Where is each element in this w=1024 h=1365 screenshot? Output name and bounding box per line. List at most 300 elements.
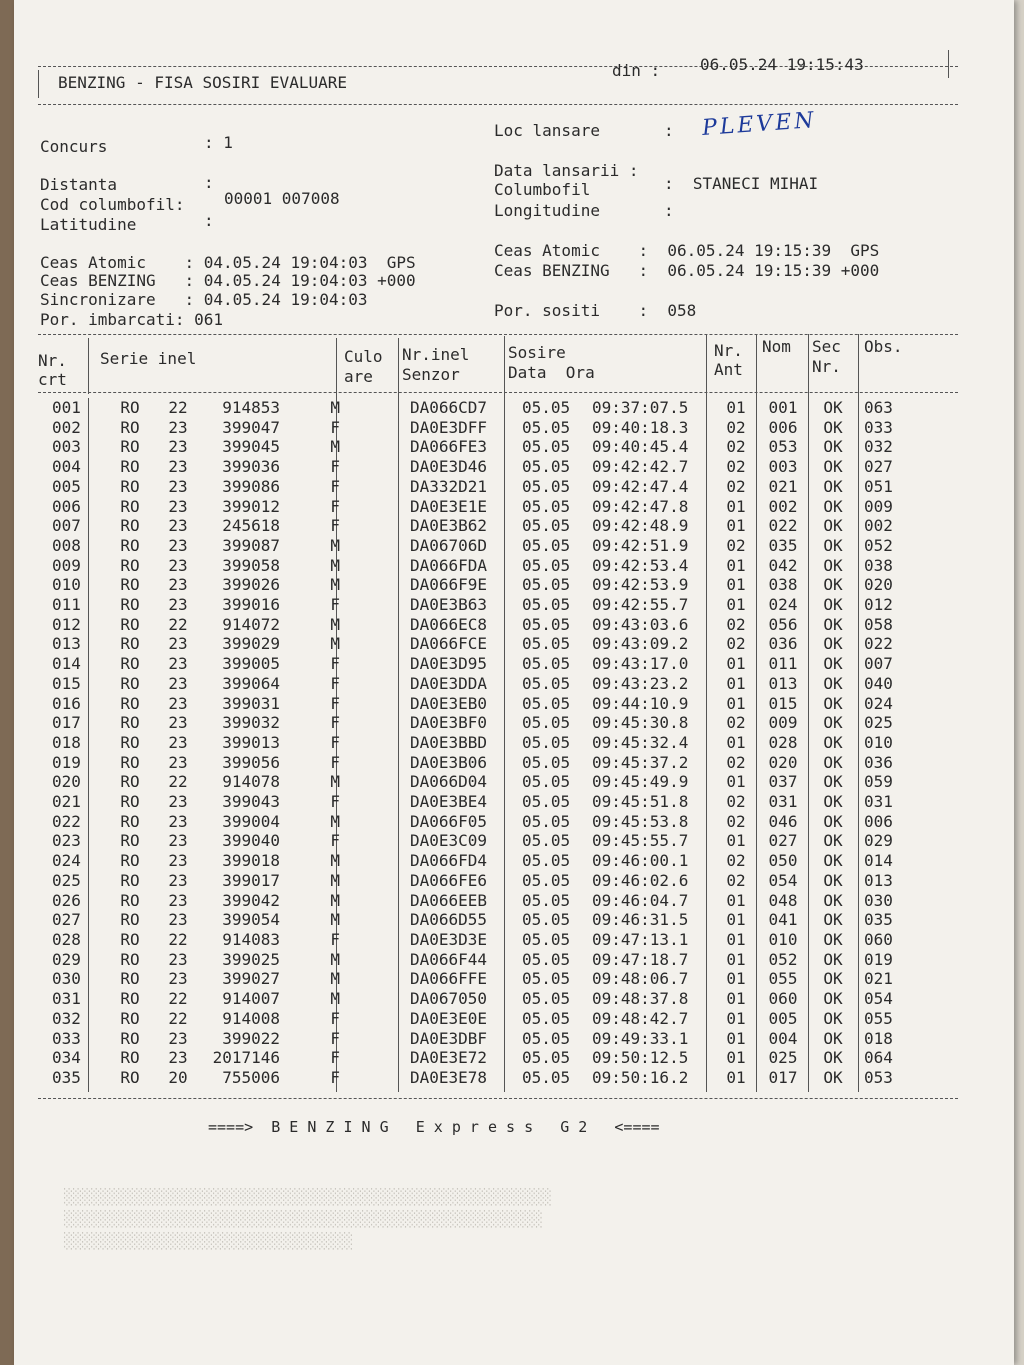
cell-obs: 012 xyxy=(864,595,893,615)
header-left-border xyxy=(38,70,39,98)
cell-sec: OK xyxy=(823,1048,843,1068)
cell-yr: 23 xyxy=(168,516,188,536)
cell-ring: 914072 xyxy=(222,614,280,634)
cell-yr: 22 xyxy=(168,989,188,1009)
cell-ant: 01 xyxy=(726,595,746,615)
cell-culoare xyxy=(352,950,406,970)
cell-data: 05.05 xyxy=(522,989,571,1009)
table-row xyxy=(38,1068,924,1088)
cell-ora: 09:45:37.2 xyxy=(592,752,689,772)
col-nr-ant-2: Ant xyxy=(714,360,743,379)
cell-data: 05.05 xyxy=(522,1048,571,1068)
cell-ro: RO xyxy=(120,516,140,536)
concurs-value: : 1 xyxy=(204,133,233,152)
cell-sec: OK xyxy=(823,398,843,417)
cell-ora: 09:37:07.5 xyxy=(592,398,689,417)
cell-ora: 09:49:33.1 xyxy=(592,1028,689,1048)
cell-data: 05.05 xyxy=(522,969,571,989)
cell-obs: 010 xyxy=(864,732,893,752)
table-row xyxy=(38,556,924,576)
cell-obs: 009 xyxy=(864,496,893,516)
cell-obs: 020 xyxy=(864,575,893,595)
cell-nom: 013 xyxy=(768,673,798,693)
cell-data: 05.05 xyxy=(522,595,571,615)
cell-senzor: DA0E3E1E xyxy=(410,496,488,516)
table-row xyxy=(38,753,924,773)
loc-lansare-label: Loc lansare xyxy=(494,121,600,140)
cell-culoare xyxy=(352,457,406,477)
cell-nr: 024 xyxy=(52,851,81,871)
cell-ring: 399058 xyxy=(222,555,280,575)
cell-obs: 031 xyxy=(864,792,893,812)
cell-yr: 22 xyxy=(168,614,188,634)
cell-ring: 399043 xyxy=(222,792,280,812)
cell-ant: 01 xyxy=(726,831,746,851)
cell-sec: OK xyxy=(823,989,843,1009)
cell-sex: M xyxy=(330,870,340,890)
cell-yr: 22 xyxy=(168,772,188,792)
cell-nom: 009 xyxy=(768,713,798,733)
table-row xyxy=(38,891,924,911)
cell-sec: OK xyxy=(823,969,843,989)
cell-nr: 011 xyxy=(52,595,81,615)
cell-sex: M xyxy=(330,634,340,654)
col-sosire-2: Data Ora xyxy=(508,363,595,382)
table-row xyxy=(38,497,924,517)
cell-senzor: DA066FFE xyxy=(410,969,488,989)
col-inel-senzor-1: Nr.inel xyxy=(402,345,470,364)
cell-ro: RO xyxy=(120,398,140,417)
cell-obs: 029 xyxy=(864,831,893,851)
cell-sex: F xyxy=(330,713,340,733)
cell-sex: F xyxy=(330,1008,340,1028)
col-nr-crt-1: Nr. xyxy=(38,351,67,370)
cell-obs: 055 xyxy=(864,1008,893,1028)
table-row xyxy=(38,851,924,871)
cell-ora: 09:42:53.4 xyxy=(592,555,689,575)
cell-ring: 399045 xyxy=(222,437,280,457)
cell-senzor: DA0E3DDA xyxy=(410,673,488,693)
cell-culoare xyxy=(352,674,406,694)
cell-sec: OK xyxy=(823,575,843,595)
cell-nom: 031 xyxy=(768,792,798,812)
cell-nom: 046 xyxy=(768,811,798,831)
cell-ring: 399025 xyxy=(222,949,280,969)
cell-yr: 23 xyxy=(168,496,188,516)
cell-yr: 23 xyxy=(168,851,188,871)
show-through-text-2: ░░░░░░░░░░░░░░░░░░░░░░░░░░░░░░░░░░░░░░░░░░░░░░░░░░░░░ xyxy=(64,1210,543,1228)
cell-ant: 02 xyxy=(726,437,746,457)
cell-nom: 041 xyxy=(768,910,798,930)
cell-culoare xyxy=(352,713,406,733)
cell-yr: 23 xyxy=(168,890,188,910)
cell-senzor: DA0E3B62 xyxy=(410,516,488,536)
show-through-text-3: ░░░░░░░░░░░░░░░░░░░░░░░░░░░░░░░░ xyxy=(64,1232,353,1250)
cell-ant: 01 xyxy=(726,989,746,1009)
cell-senzor: DA066EEB xyxy=(410,890,488,910)
cell-sec: OK xyxy=(823,614,843,634)
cell-data: 05.05 xyxy=(522,732,571,752)
cell-obs: 032 xyxy=(864,437,893,457)
cell-nom: 006 xyxy=(768,417,798,437)
table-header-top-rule xyxy=(38,334,958,335)
cell-sex: M xyxy=(330,851,340,871)
cell-yr: 23 xyxy=(168,555,188,575)
cell-ora: 09:42:51.9 xyxy=(592,535,689,555)
cell-senzor: DA0E3E0E xyxy=(410,1008,488,1028)
cell-nom: 037 xyxy=(768,772,798,792)
cell-data: 05.05 xyxy=(522,535,571,555)
cell-ora: 09:48:37.8 xyxy=(592,989,689,1009)
col-culoare-2: are xyxy=(344,367,373,386)
cell-yr: 23 xyxy=(168,949,188,969)
cell-culoare xyxy=(352,871,406,891)
cell-yr: 23 xyxy=(168,870,188,890)
cell-nom: 005 xyxy=(768,1008,798,1028)
latitudine-value: : xyxy=(204,211,214,230)
cell-culoare xyxy=(352,595,406,615)
cell-sec: OK xyxy=(823,555,843,575)
cell-obs: 024 xyxy=(864,693,893,713)
cell-culoare xyxy=(352,654,406,674)
cell-sec: OK xyxy=(823,929,843,949)
cell-ro: RO xyxy=(120,929,140,949)
cell-culoare xyxy=(352,831,406,851)
cell-obs: 019 xyxy=(864,949,893,969)
cell-sex: F xyxy=(330,732,340,752)
cell-nr: 001 xyxy=(52,398,81,417)
cell-nom: 060 xyxy=(768,989,798,1009)
cell-culoare xyxy=(352,615,406,635)
cell-data: 05.05 xyxy=(522,555,571,575)
cell-culoare xyxy=(352,1009,406,1029)
cell-yr: 23 xyxy=(168,811,188,831)
cell-nom: 042 xyxy=(768,555,798,575)
cell-ora: 09:47:13.1 xyxy=(592,929,689,949)
cell-ro: RO xyxy=(120,693,140,713)
cell-nr: 014 xyxy=(52,654,81,674)
cell-ora: 09:45:51.8 xyxy=(592,792,689,812)
cell-obs: 058 xyxy=(864,614,893,634)
cell-ora: 09:43:09.2 xyxy=(592,634,689,654)
cell-ora: 09:43:03.6 xyxy=(592,614,689,634)
cell-ant: 02 xyxy=(726,535,746,555)
cell-data: 05.05 xyxy=(522,476,571,496)
cell-sex: M xyxy=(330,555,340,575)
cell-sex: F xyxy=(330,752,340,772)
cell-ant: 01 xyxy=(726,1048,746,1068)
cell-ro: RO xyxy=(120,732,140,752)
cell-obs: 052 xyxy=(864,535,893,555)
cell-nom: 024 xyxy=(768,595,798,615)
cell-ant: 01 xyxy=(726,496,746,516)
cell-obs: 025 xyxy=(864,713,893,733)
cell-obs: 063 xyxy=(864,398,893,417)
cell-ro: RO xyxy=(120,989,140,1009)
table-row xyxy=(38,772,924,792)
cell-data: 05.05 xyxy=(522,437,571,457)
cell-yr: 22 xyxy=(168,929,188,949)
porumbei-sositi: Por. sositi : 058 xyxy=(494,301,697,320)
cell-ro: RO xyxy=(120,437,140,457)
cell-data: 05.05 xyxy=(522,496,571,516)
cell-ring: 399036 xyxy=(222,457,280,477)
cell-culoare xyxy=(352,516,406,536)
cell-ant: 02 xyxy=(726,851,746,871)
table-row xyxy=(38,1029,924,1049)
table-row xyxy=(38,418,924,438)
cell-data: 05.05 xyxy=(522,516,571,536)
cell-ro: RO xyxy=(120,535,140,555)
cell-sex: M xyxy=(330,811,340,831)
cell-nom: 054 xyxy=(768,870,798,890)
cell-sec: OK xyxy=(823,496,843,516)
cell-obs: 040 xyxy=(864,673,893,693)
porumbei-imbarcati: Por. imbarcati: 061 xyxy=(40,310,224,329)
table-row xyxy=(38,694,924,714)
cell-senzor: DA067050 xyxy=(410,989,488,1009)
cell-yr: 23 xyxy=(168,713,188,733)
table-row xyxy=(38,457,924,477)
cell-ora: 09:45:32.4 xyxy=(592,732,689,752)
col-nr-crt-2: crt xyxy=(38,370,67,389)
cell-ring: 399017 xyxy=(222,870,280,890)
table-row xyxy=(38,733,924,753)
cell-sec: OK xyxy=(823,476,843,496)
cell-ro: RO xyxy=(120,1067,140,1087)
cell-senzor: DA332D21 xyxy=(410,476,488,496)
cell-nom: 055 xyxy=(768,969,798,989)
cell-nom: 003 xyxy=(768,457,798,477)
cell-nr: 002 xyxy=(52,417,81,437)
cell-ant: 02 xyxy=(726,811,746,831)
cell-sec: OK xyxy=(823,693,843,713)
cell-ro: RO xyxy=(120,792,140,812)
cell-nr: 031 xyxy=(52,989,81,1009)
cell-yr: 23 xyxy=(168,752,188,772)
ceas-benzing-left: Ceas BENZING : 04.05.24 19:04:03 +000 xyxy=(40,271,416,290)
cell-nr: 020 xyxy=(52,772,81,792)
cell-ant: 01 xyxy=(726,398,746,417)
paper-sheet xyxy=(14,0,1014,1365)
cell-nr: 004 xyxy=(52,457,81,477)
table-row xyxy=(38,477,924,497)
footer-banner: ====> B E N Z I N G E x p r e s s G 2 <==== xyxy=(208,1118,660,1136)
cell-ant: 01 xyxy=(726,673,746,693)
data-lansarii-label: Data lansarii : xyxy=(494,161,639,180)
cell-ring: 914853 xyxy=(222,398,280,417)
cell-nom: 011 xyxy=(768,654,798,674)
cell-sex: F xyxy=(330,516,340,536)
cell-ant: 01 xyxy=(726,772,746,792)
cell-nr: 017 xyxy=(52,713,81,733)
cell-nom: 001 xyxy=(768,398,798,417)
cell-sec: OK xyxy=(823,516,843,536)
table-row xyxy=(38,812,924,832)
cell-sec: OK xyxy=(823,949,843,969)
cell-ant: 02 xyxy=(726,870,746,890)
cell-yr: 23 xyxy=(168,457,188,477)
cell-ro: RO xyxy=(120,949,140,969)
cell-culoare xyxy=(352,910,406,930)
cell-ora: 09:40:18.3 xyxy=(592,417,689,437)
distanta-label: Distanta xyxy=(40,175,118,194)
cell-sec: OK xyxy=(823,831,843,851)
table-row xyxy=(38,437,924,457)
cell-sex: F xyxy=(330,929,340,949)
cell-ora: 09:42:42.7 xyxy=(592,457,689,477)
cell-data: 05.05 xyxy=(522,811,571,831)
cell-sec: OK xyxy=(823,870,843,890)
cell-culoare xyxy=(352,437,406,457)
col-sec-nr-2: Nr. xyxy=(812,357,841,376)
cell-senzor: DA066EC8 xyxy=(410,614,488,634)
cell-ro: RO xyxy=(120,634,140,654)
table-header-bottom-rule xyxy=(38,392,958,393)
cell-culoare xyxy=(352,1068,406,1088)
cell-nom: 028 xyxy=(768,732,798,752)
cell-nom: 038 xyxy=(768,575,798,595)
cell-yr: 23 xyxy=(168,732,188,752)
cell-culoare xyxy=(352,753,406,773)
cell-culoare xyxy=(352,694,406,714)
cell-obs: 036 xyxy=(864,752,893,772)
cell-nom: 017 xyxy=(768,1067,798,1087)
cell-senzor: DA0E3DFF xyxy=(410,417,488,437)
longitudine-label: Longitudine xyxy=(494,201,600,220)
cell-data: 05.05 xyxy=(522,713,571,733)
cell-sec: OK xyxy=(823,634,843,654)
cell-senzor: DA066FCE xyxy=(410,634,488,654)
cell-ant: 02 xyxy=(726,614,746,634)
cell-ro: RO xyxy=(120,1028,140,1048)
cell-sex: M xyxy=(330,437,340,457)
cell-sex: F xyxy=(330,496,340,516)
cell-ant: 02 xyxy=(726,457,746,477)
cell-yr: 23 xyxy=(168,1028,188,1048)
cell-yr: 23 xyxy=(168,634,188,654)
cell-nr: 029 xyxy=(52,949,81,969)
cell-ring: 399032 xyxy=(222,713,280,733)
cell-ro: RO xyxy=(120,457,140,477)
cell-ro: RO xyxy=(120,752,140,772)
table-row xyxy=(38,398,924,418)
cell-sec: OK xyxy=(823,654,843,674)
col-nom: Nom xyxy=(762,337,791,356)
cell-senzor: DA066FE3 xyxy=(410,437,488,457)
cell-ora: 09:48:42.7 xyxy=(592,1008,689,1028)
cell-obs: 054 xyxy=(864,989,893,1009)
cell-data: 05.05 xyxy=(522,929,571,949)
table-row xyxy=(38,536,924,556)
cell-nom: 056 xyxy=(768,614,798,634)
cell-nr: 010 xyxy=(52,575,81,595)
table-row xyxy=(38,595,924,615)
cell-senzor: DA0E3B06 xyxy=(410,752,488,772)
table-row xyxy=(38,674,924,694)
cell-senzor: DA066CD7 xyxy=(410,398,488,417)
cell-data: 05.05 xyxy=(522,693,571,713)
cell-culoare xyxy=(352,1029,406,1049)
longitudine-value: : xyxy=(664,201,674,220)
cell-senzor: DA066D55 xyxy=(410,910,488,930)
table-row xyxy=(38,910,924,930)
cell-ant: 01 xyxy=(726,969,746,989)
cell-senzor: DA0E3EB0 xyxy=(410,693,488,713)
cell-ring: 2017146 xyxy=(212,1048,280,1068)
cell-culoare xyxy=(352,733,406,753)
cell-ora: 09:42:53.9 xyxy=(592,575,689,595)
cell-sec: OK xyxy=(823,772,843,792)
col-serie-inel: Serie inel xyxy=(100,349,197,368)
cell-data: 05.05 xyxy=(522,1067,571,1087)
cell-nr: 016 xyxy=(52,693,81,713)
cell-ring: 399064 xyxy=(222,673,280,693)
loc-lansare-colon: : xyxy=(664,121,674,140)
cell-sex: F xyxy=(330,1048,340,1068)
cell-ora: 09:42:47.8 xyxy=(592,496,689,516)
cell-senzor: DA0E3BF0 xyxy=(410,713,488,733)
cell-ant: 01 xyxy=(726,693,746,713)
cell-data: 05.05 xyxy=(522,831,571,851)
cell-nr: 028 xyxy=(52,929,81,949)
table-row xyxy=(38,634,924,654)
cell-senzor: DA066F44 xyxy=(410,949,488,969)
cell-ro: RO xyxy=(120,575,140,595)
cell-obs: 018 xyxy=(864,1028,893,1048)
cell-culoare xyxy=(352,1048,406,1068)
cell-sec: OK xyxy=(823,535,843,555)
cell-ant: 01 xyxy=(726,929,746,949)
cell-data: 05.05 xyxy=(522,772,571,792)
din-timestamp: 06.05.24 19:15:43 xyxy=(700,55,864,74)
cell-sex: F xyxy=(330,417,340,437)
cell-nr: 015 xyxy=(52,673,81,693)
cell-ant: 01 xyxy=(726,1067,746,1087)
cell-yr: 23 xyxy=(168,792,188,812)
cell-sec: OK xyxy=(823,457,843,477)
cell-nom: 010 xyxy=(768,929,798,949)
cell-nom: 004 xyxy=(768,1028,798,1048)
cod-columbofil-label: Cod columbofil: xyxy=(40,195,185,214)
cell-yr: 23 xyxy=(168,831,188,851)
cell-ro: RO xyxy=(120,1008,140,1028)
cell-data: 05.05 xyxy=(522,634,571,654)
cell-culoare xyxy=(352,398,406,418)
cell-yr: 23 xyxy=(168,476,188,496)
report-title: BENZING - FISA SOSIRI EVALUARE xyxy=(58,73,347,92)
cell-ora: 09:43:17.0 xyxy=(592,654,689,674)
cell-culoare xyxy=(352,772,406,792)
cell-nr: 013 xyxy=(52,634,81,654)
cell-sex: M xyxy=(330,910,340,930)
cell-sec: OK xyxy=(823,811,843,831)
cell-nr: 003 xyxy=(52,437,81,457)
din-label: din : xyxy=(612,61,661,80)
cell-sex: M xyxy=(330,575,340,595)
cell-sex: M xyxy=(330,989,340,1009)
cell-culoare xyxy=(352,891,406,911)
cell-senzor: DA0E3B63 xyxy=(410,595,488,615)
cell-sex: M xyxy=(330,890,340,910)
cell-culoare xyxy=(352,477,406,497)
cell-culoare xyxy=(352,812,406,832)
cell-culoare xyxy=(352,969,406,989)
cell-culoare xyxy=(352,930,406,950)
table-row xyxy=(38,1048,924,1068)
cell-senzor: DA066FE6 xyxy=(410,870,488,890)
cell-ora: 09:43:23.2 xyxy=(592,673,689,693)
